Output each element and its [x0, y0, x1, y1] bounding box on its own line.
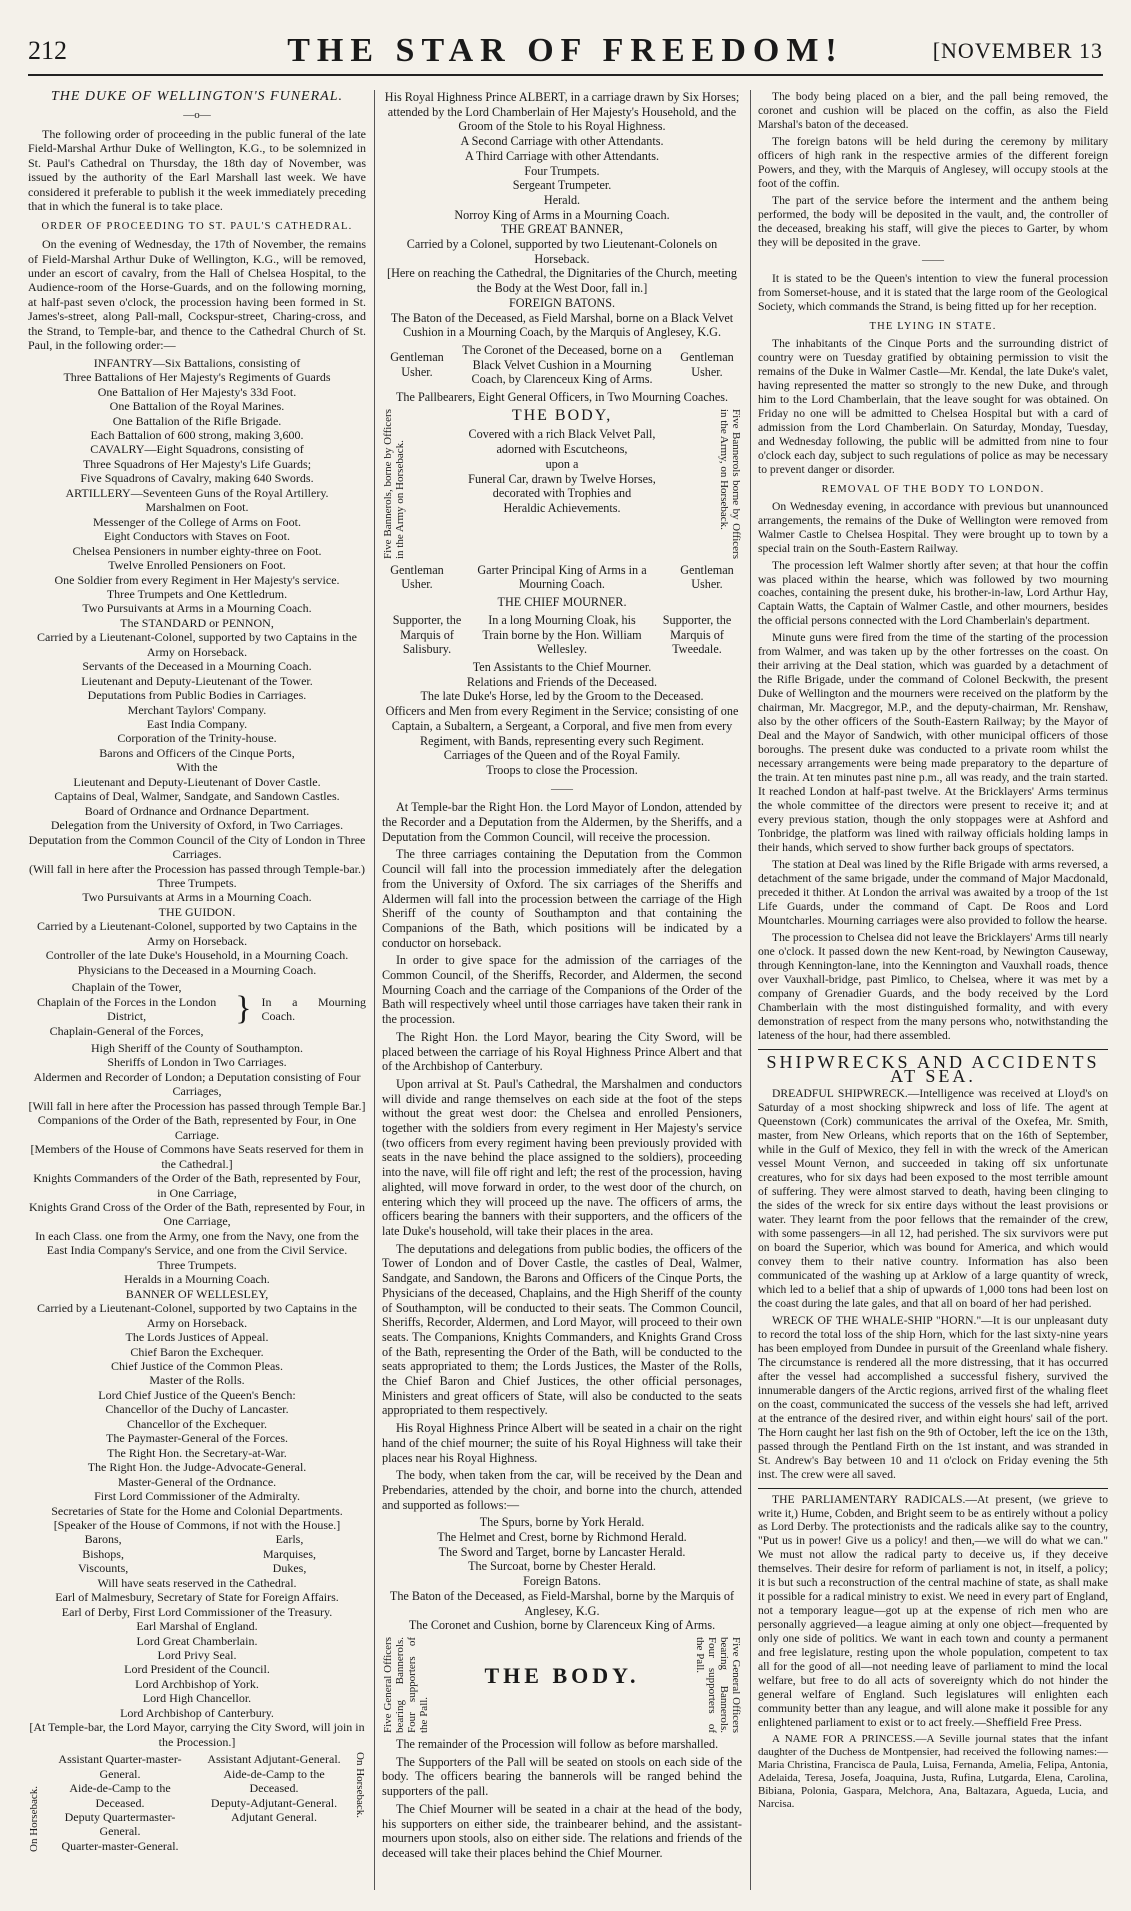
procession-line: Servants of the Deceased in a Mourning Coach. — [82, 659, 312, 674]
cathedral-list — [382, 1515, 742, 1633]
radicals-paragraph: THE PARLIAMENTARY RADICALS.—At present, (we grieve to write it,) Hume, Cobden, and Bright seem to be as entirely without a policy as Lord Derby. The protectionists and the radicals alike say to the country, "Put us in power! Give us a policy! and then,—we will do what we can." We must not allow the radical party to deceive us, if they deceive themselves. Their desire for reform of parliament is not, in itself, a policy; it is but such a reconstruction of the central machine of state, as shall make it possible for a radical ministry to exist. We need in every part of England, not a temporary league—got up at the expense of rich men who are personally aggrieved—a league aiming at only one object—frequented by only one side of politics. We want in each town and county a permanent and free legislature, resting upon the whole population, competent to tax all for the good of all—not needing leave of parliament to mind the local welfare, but free to do all acts of sovereignty which do not hinder the general welfare of England. Such legislatures will enlighten each community better than any league, and will alone make it possible for any enlightened parliament to exist or to act freely.—Sheffield Free Press. — [758, 1492, 1108, 1730]
procession-line: The STANDARD or PENNON, — [120, 615, 274, 630]
princess-paragraph: A NAME FOR A PRINCESS.—A Seville journal states that the infant daughter of the Duchess de Montpensier, had received the following names:—Maria Christina, Francisca de Paula, Luisa, Fernanda, Amelia, Felipa, Antonia, Adelaida, Teresa, Josefa, Joaquina, Justa, Rufina, Lutgarda, Elena, Carolina, Bibiana, Polonia, Gaspara, Melchora, Ana, Baltazara, Agueda, Lucia, and Narcisa. — [758, 1733, 1108, 1811]
paragraph: The foreign batons will be held during the ceremony by military officers of high rank in the respective armies of the different foreign Powers, and they, with the Marquis of Anglesey, will occupy stools at the foot of the coffin. — [758, 134, 1108, 190]
coronet-bearer: The Coronet of the Deceased, borne on a Black Velvet Cushion in a Mourning Coach, by Clarenceux King of Arms. — [462, 342, 662, 387]
paragraph: Upon arrival at St. Paul's Cathedral, the Marshalmen and conductors will divide and range themselves on each side at the foot of the steps without the great west door: the Chelsea and enrolled Pensioners, together with the soldiers from every regiment in Her Majesty's service (two officers from every regiment having been previously provided with seats in the nave behind the place assigned to the soldiers), proceeding into the nave, will file off right and left; the rest of the procession, having alighted, will move forward in order, to the west door of the church, on entering which they will proceed up the nave. The officers of arms, the officers bearing the banners with their supporters, and the officers of the late Duke's household, will take their places in the area. — [382, 1076, 742, 1238]
procession-line: Sheriffs of London in Two Carriages. — [107, 1055, 287, 1070]
procession-line: THE GREAT BANNER, — [501, 222, 623, 237]
procession-line: Board of Ordnance and Ordnance Department. — [84, 803, 310, 818]
aide-line: Assistant Adjutant-General. — [207, 1752, 341, 1767]
cathedral-line: The Helmet and Crest, borne by Richmond Herald. — [437, 1530, 687, 1545]
cathedral-line: Foreign Batons. — [523, 1574, 601, 1589]
paragraph: The procession left Walmer shortly after seven; at that hour the coffin was placed within the hearse, which was followed by two mourning coaches, containing the present duke, his brother-in-law, Lord Arthur Hay, Captain Watts, the Captain of Walmer Castle, and other mourners, besides the official persons connected with the Lord Chamberlain's department. — [758, 558, 1108, 628]
procession-line: The Right Hon. the Judge-Advocate-General. — [87, 1460, 307, 1475]
column-rule — [374, 90, 375, 1890]
usher-right: Gentleman Usher. — [680, 562, 734, 592]
divider: —— — [551, 782, 573, 795]
procession-line: Chief Justice of the Common Pleas. — [111, 1358, 283, 1373]
procession-line: Will have seats reserved in the Cathedral. — [97, 1575, 297, 1590]
paragraph: The Right Hon. the Lord Mayor, bearing the City Sword, will be placed between the carriage of his Royal Highness Prince Albert and that of the Archbishop of Canterbury. — [382, 1029, 742, 1074]
procession-line: With the — [176, 760, 218, 775]
procession-line: Lord Privy Seal. — [157, 1648, 237, 1663]
procession-line: Officers and Men from every Regiment in the Service; consisting of one Captain, a Subaltern, a Sergeant, a Corporal, and five men from every Regiment, with Bands, representing every such Regiment. — [385, 704, 739, 748]
procession-line: Chancellor of the Duchy of Lancaster. — [105, 1402, 289, 1417]
closing-paragraphs — [382, 1737, 742, 1861]
procession-line: In each Class. one from the Army, one from the Navy, one from the East India Company's Service, and one from the Civil Service. — [35, 1228, 359, 1258]
procession-line: Corporation of the Trinity-house. — [117, 731, 277, 746]
procession-line: (Will fall in here after the Procession has passed through Temple-bar.) — [28, 861, 366, 876]
procession-line: A Third Carriage with other Attendants. — [464, 148, 660, 163]
peers-left — [78, 1532, 128, 1575]
usher-right: Gentleman Usher. — [680, 350, 734, 379]
procession-line: Physicians to the Deceased in a Mourning Coach. — [77, 962, 317, 977]
garter-group — [382, 563, 742, 592]
section-heading: THE LYING IN STATE. — [869, 320, 997, 332]
paragraph: The station at Deal was lined by the Rifle Brigade with arms reversed, a detachment of the same brigade, under the command of Major Macdonald, preceded it thither. At London the arrival was awaited by a troop of the 1st Life Guards, under the command of Capt. De Roos and Lord Mountcharles. Mourning carriages were also provided to follow the hearse. — [758, 858, 1108, 928]
procession-line: Relations and Friends of the Deceased. — [466, 674, 658, 689]
procession-list-2 — [382, 660, 742, 778]
procession-line: [Here on reaching the Cathedral, the Dignitaries of the Church, meeting the Body at the West Door, fall in.] — [387, 266, 737, 296]
procession-line: Lord Archbishop of York. — [135, 1676, 259, 1691]
procession-line: Carried by a Lieutenant-Colonel, supported by two Captains in the Army on Horseback. — [37, 1301, 357, 1330]
procession-line: The Baton of the Deceased, as Field Marshal, borne on a Black Velvet Cushion in a Mourning Coach, by the Marquis of Anglesey, K.G. — [390, 310, 734, 340]
procession-line: Messenger of the College of Arms on Foot. — [93, 514, 301, 529]
column-news — [758, 90, 1108, 1814]
page-number: 212 — [28, 36, 67, 65]
procession-list — [382, 90, 742, 340]
body-line: Covered with a rich Black Velvet Pall, — [468, 427, 656, 442]
chaplains-list — [28, 980, 225, 1038]
intro-paragraph: The following order of proceeding in the public funeral of the late Field-Marshal Arthur Duke of Wellington, K.G., to be solemnized in St. Paul's Cathedral on Thursday, the 18th day of November, was issued by the authority of the Earl Marshall last week. We have considered it preferable to publish it the week immediately preceding that in which the funeral is to take place. — [28, 126, 366, 214]
procession-line: Deputations from Public Bodies in Carriages. — [87, 688, 307, 703]
procession-line: Four Trumpets. — [524, 163, 600, 178]
funeral-ceremony-paragraphs — [758, 90, 1108, 250]
procession-line: Companions of the Order of the Bath, represented by Four, in One Carriage. — [37, 1113, 357, 1142]
aide-line: Quarter-master-General. — [61, 1838, 179, 1853]
procession-line: The Right Hon. the Secretary-at-War. — [107, 1445, 287, 1460]
procession-line: A Second Carriage with other Attendants. — [460, 134, 664, 149]
garter-king: Garter Principal King of Arms in a Mourning Coach. — [477, 562, 647, 592]
body-line: Heraldic Achievements. — [503, 500, 621, 515]
aide-line: Aide-de-Camp to the Deceased. — [223, 1766, 325, 1796]
paragraph: The deputations and delegations from public bodies, the officers of the Tower of London and of Dover Castle, the castles of Deal, Walmer, Sandgate, and Sandown, the Barons and Officers of the Cinque Ports, the Physicians of the deceased, Chaplains, and the High Sheriff of the county of Southampton, will be conducted to their seats. The Common Council, Sheriffs, Recorder, Aldermen, and Lord Mayor, will proceed to their own seats. The Companions, Knights Commanders, and Knights Grand Cross of the Bath, representing the Order of the Bath, will be conducted to the seats appropriated to them; the Lords Justices, the Master of the Rolls, the Chief Baron and Chief Justices, the other official personages, Ministers and great officers of State, will also be conducted to the seats appropriated to them respectively. — [382, 1241, 742, 1418]
paragraph: The body, when taken from the car, will be received by the Dean and Prebendaries, attended by the choir, and borne into the church, attended and supported as follows:— — [382, 1468, 742, 1512]
procession-line: Delegation from the University of Oxford, in Two Carriages. — [50, 818, 344, 833]
body-lines — [442, 427, 682, 515]
column-procession-continued — [382, 90, 742, 1864]
article-heading: THE DUKE OF WELLINGTON'S FUNERAL. — [50, 89, 344, 104]
shipwreck-paragraphs — [758, 1087, 1108, 1482]
cathedral-line: The Baton of the Deceased, as Field-Marshal, borne by the Marquis of Anglesey, K.G. — [389, 1588, 735, 1618]
body-line: adorned with Escutcheons, — [496, 442, 628, 457]
supporter-left: Supporter, the Marquis of Salisbury. — [392, 612, 462, 657]
procession-line: Five Squadrons of Cavalry, making 640 Swords. — [80, 471, 314, 486]
peer-rank: Viscounts, — [78, 1561, 129, 1576]
procession-line: CAVALRY—Eight Squadrons, consisting of — [90, 442, 304, 457]
paragraph: On Wednesday evening, in accordance with previous but unannounced arrangements, the remains of the Duke of Wellington were removed from Walmer Castle to Chelsea Hospital. They were brought up to town by a special train on the South-Eastern Railway. — [758, 499, 1108, 555]
procession-line: Carried by a Lieutenant-Colonel, supported by two Captains in the Army on Horseback. — [37, 630, 357, 659]
paragraph: The three carriages containing the Deputation from the Common Council will fall into the procession immediately after the delegation from the University of Oxford. The six carriages of the Sheriffs and Aldermen will fall into the procession between the carriage of the High Sheriff of the county of Southampton and that containing the Companions of the Bath, which positions will be indicated by a conductor on horseback. — [382, 847, 742, 950]
procession-line: Carried by a Colonel, supported by two Lieutenant-Colonels on Horseback. — [406, 237, 718, 266]
paragraph: The remainder of the Procession will follow as before marshalled. — [396, 1736, 719, 1751]
chaplain-line: Chaplain-General of the Forces, — [49, 1023, 204, 1038]
masthead — [28, 30, 1103, 76]
body-block-2 — [382, 1637, 742, 1733]
paragraph: His Royal Highness Prince Albert will be seated in a chair on the right hand of the chief mourner; the suite of his Royal Highness will take their places near his Royal Highness. — [382, 1421, 742, 1465]
procession-line: Captains of Deal, Walmer, Sandgate, and Sandown Castles. — [54, 789, 340, 804]
paragraph: The part of the service before the interment and the anthem being performed, the body will be deposited in the vault, and, the controller of the deceased, breaking his staff, will give the pieces to Garter, by whom they will be deposited in the grave. — [758, 193, 1108, 249]
body-block — [382, 406, 742, 559]
procession-list — [28, 356, 366, 977]
peer-rank: Bishops, — [82, 1546, 124, 1561]
procession-line: Controller of the late Duke's Household, in a Mourning Coach. — [45, 948, 349, 963]
procession-line: Lieutenant and Deputy-Lieutenant of the Tower. — [81, 673, 313, 688]
supporter-right: Supporter, the Marquis of Tweedale. — [662, 612, 732, 657]
aides-group — [28, 1752, 366, 1853]
procession-line: FOREIGN BATONS. — [508, 295, 616, 310]
aides-left — [50, 1752, 190, 1853]
arrangements-paragraphs — [382, 800, 742, 1512]
procession-line: Aldermen and Recorder of London; a Deputation consisting of Four Carriages, — [33, 1069, 361, 1099]
aide-line: Adjutant General. — [231, 1810, 317, 1825]
cathedral-line: The Coronet and Cushion, borne by Clarenceux King of Arms. — [408, 1618, 716, 1633]
procession-line: First Lord Commissioner of the Admiralty. — [94, 1489, 300, 1504]
procession-line: Lord Chief Justice of the Queen's Bench: — [98, 1387, 296, 1402]
procession-line: Lord High Chancellor. — [142, 1691, 252, 1706]
cathedral-line: The Surcoat, borne by Chester Herald. — [468, 1559, 656, 1574]
procession-line: One Battalion of the Rifle Brigade. — [112, 413, 282, 428]
body-description — [442, 406, 682, 516]
procession-line: Marshalmen on Foot. — [145, 500, 249, 515]
procession-line: High Sheriff of the County of Southampton. — [90, 1041, 304, 1055]
procession-line: East India Company. — [146, 717, 248, 732]
procession-line: Earl of Derby, First Lord Commissioner of the Treasury. — [61, 1604, 333, 1619]
column-rule — [750, 90, 751, 1890]
divider — [758, 1488, 1108, 1489]
queen-paragraph: It is stated to be the Queen's intention to view the funeral procession from Somerset-house, and it is stated that the large room of the Geological Society, which commands the Strand, is being fitted up for her reception. — [758, 271, 1108, 313]
procession-line: The Paymaster-General of the Forces. — [105, 1431, 289, 1446]
procession-line: Chancellor of the Exchequer. — [127, 1416, 267, 1431]
procession-line: Two Pursuivants at Arms in a Mourning Coach. — [82, 601, 312, 616]
procession-line: ARTILLERY—Seventeen Guns of the Royal Artillery. — [65, 485, 329, 500]
side-label: Five Bannerols, borne by Officers in the Army on Horseback. — [382, 408, 406, 559]
procession-line: One Soldier from every Regiment in Her Majesty's service. — [54, 572, 340, 587]
peers-group — [28, 1532, 366, 1575]
coronet-group — [382, 343, 742, 387]
procession-line: Herald. — [543, 192, 581, 207]
aide-line: Assistant Quarter-master-General. — [58, 1752, 182, 1781]
body-line: Funeral Car, drawn by Twelve Horses, — [468, 471, 656, 486]
procession-line: One Battalion of the Royal Marines. — [109, 399, 285, 414]
procession-line: Norroy King of Arms in a Mourning Coach. — [454, 207, 670, 222]
aide-line: Aide-de-Camp to the Deceased. — [69, 1781, 171, 1810]
chief-mourner-group — [382, 613, 742, 657]
usher-left: Gentleman Usher. — [390, 562, 444, 592]
procession-line: The late Duke's Horse, led by the Groom to the Deceased. — [420, 689, 704, 704]
procession-line: Three Trumpets. — [157, 876, 237, 891]
procession-line: Knights Commanders of the Order of the Bath, represented by Four, in One Carriage, — [33, 1171, 361, 1200]
procession-line: Secretaries of State for the Home and Colonial Departments. — [51, 1503, 343, 1518]
aide-line: Deputy-Adjutant-General. — [210, 1795, 338, 1810]
cathedral-line: The Sword and Target, borne by Lancaster Herald. — [438, 1544, 686, 1559]
procession-line: Eight Conductors with Staves on Foot. — [104, 529, 290, 544]
procession-line: The Lords Justices of Appeal. — [125, 1330, 269, 1345]
column-funeral-order — [28, 90, 366, 1853]
procession-line: Lord President of the Council. — [124, 1662, 270, 1677]
procession-line: Deputation from the Common Council of the City of London in Three Carriages. — [28, 832, 366, 862]
procession-line: INFANTRY—Six Battalions, consisting of — [93, 355, 301, 370]
procession-line: THE GUIDON. — [158, 904, 236, 919]
newspaper-title: THE STAR OF FREEDOM! — [287, 32, 844, 69]
usher-left: Gentleman Usher. — [390, 350, 444, 379]
peers-right — [263, 1532, 316, 1575]
procession-line: Barons and Officers of the Cinque Ports, — [99, 745, 295, 760]
lying-paragraph: The inhabitants of the Cinque Ports and the surrounding district of country were on Tuesday gratified by obtaining permission to visit the remains of the Duke in Walmer Castle—Mr. Kendal, the late Duke's valet, having represented the matter so strongly to the new Duke, and through him to the Lord Chamberlain, that the leave sought for was obtained. On Friday no one will be admitted to Chelsea Hospital but with a card of admission from the Lord Chamberlain. On Saturday, Monday, Tuesday, and Wednesday following, the public will be admitted from nine to four o'clock each day, subject to such regulations of police as may be necessary to prevent danger or disorder. — [758, 336, 1108, 476]
chaplain-line: Chaplain of the Forces in the London District, — [36, 994, 217, 1024]
procession-line: Sergeant Trumpeter. — [512, 178, 612, 193]
paragraph: The procession to Chelsea did not leave the Bricklayers' Arms till nearly one o'clock. It passed down the new Kent-road, by Newington Causeway, through Kennington-lane, into the Kennington and Vauxhall roads, thence over Vauxhall-bridge, past Pimlico, to Chelsea, where it was met by a company of Grenadier Guards, and the body received by the Lord Chamberlain with the most distinguished formality, and with every demonstration of respect from the many persons who, notwithstanding the lateness of the hour, had there assembled. — [758, 931, 1108, 1042]
paragraph: WRECK OF THE WHALE-SHIP "HORN."—It is our unpleasant duty to record the total loss of the ship Horn, which for the last sixty-nine years has been employed from Dundee in pursuit of the Greenland whale fishery. The circumstance is rendered all the more distressing, that it has occurred after the vessel had accomplished a successful fishery, survived the innumerable dangers of the Arctic regions, arrived first of the whaling fleet on the coast, communicated the success of the vessels she had left, arrived at the entrance of the desired river, and within eight hours' sail of the port. The Horn caught her last fish on the 9th of October, left the ice on the 13th, passed through the Pentland Firth on the 1st instant, and was stranded in St. Andrew's Bay between 10 and 11 o'clock on Friday evening the 5th inst. The crew were all saved. — [758, 1313, 1108, 1481]
chaplains-coach: In a Mourning Coach. — [261, 994, 366, 1024]
paragraph: At Temple-bar the Right Hon. the Lord Mayor of London, attended by the Recorder and a Deputation from the Aldermen, by the Sheriffs, and a Deputation from the Common Council, will receive the procession. — [382, 800, 742, 844]
procession-line: Earl of Malmesbury, Secretary of State for Foreign Affairs. — [55, 1590, 339, 1605]
section-heading: ORDER OF PROCEEDING TO ST. PAUL'S CATHEDRAL. — [41, 220, 353, 232]
side-label: On Horseback. — [354, 1752, 366, 1819]
procession-line: Two Pursuivants at Arms in a Mourning Coach. — [82, 890, 312, 905]
procession-line: Knights Grand Cross of the Order of the Bath, represented by Four, in One Carriage, — [28, 1199, 366, 1229]
procession-line: Master of the Rolls. — [149, 1373, 245, 1388]
chief-mourner-title: THE CHIEF MOURNER. — [497, 595, 627, 610]
procession-line: Carried by a Lieutenant-Colonel, supported by two Captains in the Army on Horseback. — [37, 919, 357, 948]
section-heading: REMOVAL OF THE BODY TO LONDON. — [821, 483, 1045, 495]
body-line: decorated with Trophies and — [492, 486, 632, 501]
procession-line: [Members of the House of Commons have Seats reserved for them in the Cathedral.] — [30, 1142, 364, 1171]
procession-line: BANNER OF WELLESLEY, — [125, 1286, 269, 1301]
paragraph: The Chief Mourner will be seated in a chair at the head of the body, his supporters on either side, the trainbearer behind, and the assistant-mourners upon stools, also on either side. The relations and friends of the deceased will take their places behind the Chief Mourner. — [382, 1801, 742, 1860]
procession-line: His Royal Highness Prince ALBERT, in a carriage drawn by Six Horses; — [384, 90, 740, 104]
aides-right — [204, 1752, 344, 1853]
divider: —o— — [183, 109, 211, 122]
paragraph: DREADFUL SHIPWRECK.—Intelligence was received at Lloyd's on Saturday of a most shocking shipwreck and loss of life. The agent at Queenstown (Cork) communicates the arrival of the Oxefea, Mr. Smith, master, from New Orleans, which reports that on the 16th of September, while in the Gulf of Mexico, they fell in with the wreck of the American vessel Mount Vernon, and succeeded in taking off six unfortunate creatures, who for six days had been exposed to the most terrible amount of suffering. They were almost starved to death, having been clinging to the sides of the wreck for six entire days without the least provisions or water. They learnt from the poor fellows that the remainder of the crew, with some passengers—in all 12, had perished. The six survivors were put on board the Superior, which was bound for America, and which would convey them to their native country. Information has also been communicated of the washing up at Arklow of a large quantity of wreck, which led to a belief that a ship of upwards of 1,000 tons had been lost on the coast during the late gales, and that all on board of her had perished. — [758, 1086, 1108, 1310]
peer-rank: Marquises, — [263, 1546, 316, 1561]
peer-rank: Barons, — [84, 1532, 122, 1547]
procession-line: Lord Archbishop of Canterbury. — [120, 1705, 274, 1720]
paragraph: In order to give space for the admission of the carriages of the Common Council, of the Sheriffs, Recorder, and Aldermen, the second Mourning Coach and the carriage of the Companions of the Order of the Bath will respectively wheel until those carriages have taken their rank in the procession. — [382, 953, 742, 1027]
procession-line: [Will fall in here after the Procession has passed through Temple Bar.] — [28, 1098, 366, 1113]
pallbearers: The Pallbearers, Eight General Officers, in Two Mourning Coaches. — [395, 390, 729, 405]
procession-line: Troops to close the Procession. — [486, 762, 638, 777]
divider: —— — [922, 253, 944, 266]
procession-line: One Battalion of Her Majesty's 33d Foot. — [97, 384, 297, 399]
peer-rank: Earls, — [275, 1532, 304, 1547]
procession-line: Lord Great Chamberlain. — [136, 1633, 258, 1648]
side-label: Five General Officers bearing Bannerols. Four supporters of the Pall. — [694, 1636, 742, 1733]
procession-line: Three Battalions of Her Majesty's Regiments of Guards — [63, 370, 331, 385]
paragraph: The Supporters of the Pall will be seated on stools on each side of the body. The officers bearing the bannerols will be ranged behind the supporters of the pall. — [382, 1754, 742, 1799]
chief-mourner-train: In a long Mourning Cloak, his Train borne by the Hon. William Wellesley. — [482, 612, 642, 657]
side-label: On Horseback. — [28, 1786, 40, 1853]
cathedral-line: The Spurs, borne by York Herald. — [479, 1515, 645, 1530]
procession-line: Chelsea Pensioners in number eighty-three on Foot. — [72, 543, 322, 558]
body-title: THE BODY, — [511, 406, 613, 424]
removal-paragraphs — [758, 500, 1108, 1043]
procession-list-2 — [28, 1041, 366, 1532]
side-label: Five General Officers bearing Bannerols. Four supporters of the Pall. — [382, 1636, 430, 1733]
paragraph: The body being placed on a bier, and the pall being removed, the coronet and cushion will be placed on the coffin, as also the Field Marshal's baton of the deceased. — [758, 90, 1108, 131]
section-heading: SHIPWRECKS AND ACCIDENTS AT SEA. — [758, 1049, 1108, 1083]
peer-rank: Dukes, — [272, 1561, 307, 1576]
procession-line: Heralds in a Mourning Coach. — [124, 1272, 270, 1287]
procession-list-3 — [28, 1576, 366, 1749]
brace: } — [235, 990, 252, 1028]
procession-line: Twelve Enrolled Pensioners on Foot. — [108, 558, 286, 573]
procession-line: [Speaker of the House of Commons, if not with the House.] — [53, 1517, 341, 1532]
procession-line: Master-General of the Ordnance. — [117, 1474, 277, 1489]
procession-line: Earl Marshal of England. — [136, 1619, 258, 1634]
side-label: Five Bannerols borne by Officers in the Army, on Horseback. — [718, 408, 742, 559]
procession-line: Chief Baron the Exchequer. — [130, 1344, 264, 1359]
procession-line: attended by the Lord Chamberlain of Her Majesty's Household, and the Groom of the Stole to his Royal Highness. — [387, 104, 737, 134]
procession-line: Carriages of the Queen and of the Royal Family. — [443, 748, 681, 763]
order-paragraph: On the evening of Wednesday, the 17th of November, the remains of Field-Marshal Arthur Duke of Wellington, K.G., will be removed, under an escort of cavalry, from the Hall of Chelsea Hospital, to the Audience-room of the Horse-Guards, and on the following morning, at half-past seven o'clock, the procession having been formed in St. James's-street, along Pall-mall, Cockspur-street, Charing-cross, and the Strand, to Temple-bar, and thence to the Cathedral Church of St. Paul, in the following order:— — [28, 237, 366, 353]
chaplain-line: Chaplain of the Tower, — [71, 980, 182, 995]
procession-line: Lieutenant and Deputy-Lieutenant of Dover Castle. — [73, 774, 321, 789]
body-line: upon a — [545, 456, 579, 471]
issue-date: [NOVEMBER 13 — [932, 38, 1103, 63]
procession-line: Three Trumpets. — [157, 1257, 237, 1272]
procession-line: [At Temple-bar, the Lord Mayor, carrying the City Sword, will join in the Procession.] — [29, 1720, 365, 1749]
procession-line: Three Trumpets and One Kettledrum. — [106, 586, 288, 601]
procession-line: Ten Assistants to the Chief Mourner. — [472, 659, 652, 674]
chaplains-group — [28, 980, 366, 1038]
procession-line: Each Battalion of 600 strong, making 3,600. — [90, 427, 304, 442]
procession-line: Merchant Taylors' Company. — [127, 702, 267, 717]
aide-line: Deputy Quartermaster-General. — [64, 1810, 176, 1839]
body-title-2: THE BODY. — [484, 1662, 640, 1688]
procession-line: Three Squadrons of Her Majesty's Life Guards; — [82, 456, 312, 471]
paragraph: Minute guns were fired from the time of the starting of the procession from Walmer, and was taken up by the other fortresses on the coast. On their arriving at the Deal station, which was guarded by a detachment of the Rifle Brigade, under the command of Colonel Beckwith, the present Duke of Wellington and the mourners were received on the platform by the chairman, Mr. Macgregor, M.P., and the deputy-chairman, Mr. Renshaw, also by the other officers of the South-Eastern Railway; by the Mayor of Deal and the Mayor of Sandwich, with other municipal officers of those boroughs. The present duke was conducted to a private room whilst the necessary arrangements were being made preparatory to the departure of the train. At ten minutes past nine p.m., all was ready, and the train started. It reached London at half-past twelve. At the Bricklayers' Arms terminus the whole committee of the directors were present to receive it; and at every previous station, though the only stoppages were at Ashford and Tonbridge, the platform was lined with railway officials holding lamps in their hands, which served to show further back groups of spectators. — [758, 631, 1108, 855]
